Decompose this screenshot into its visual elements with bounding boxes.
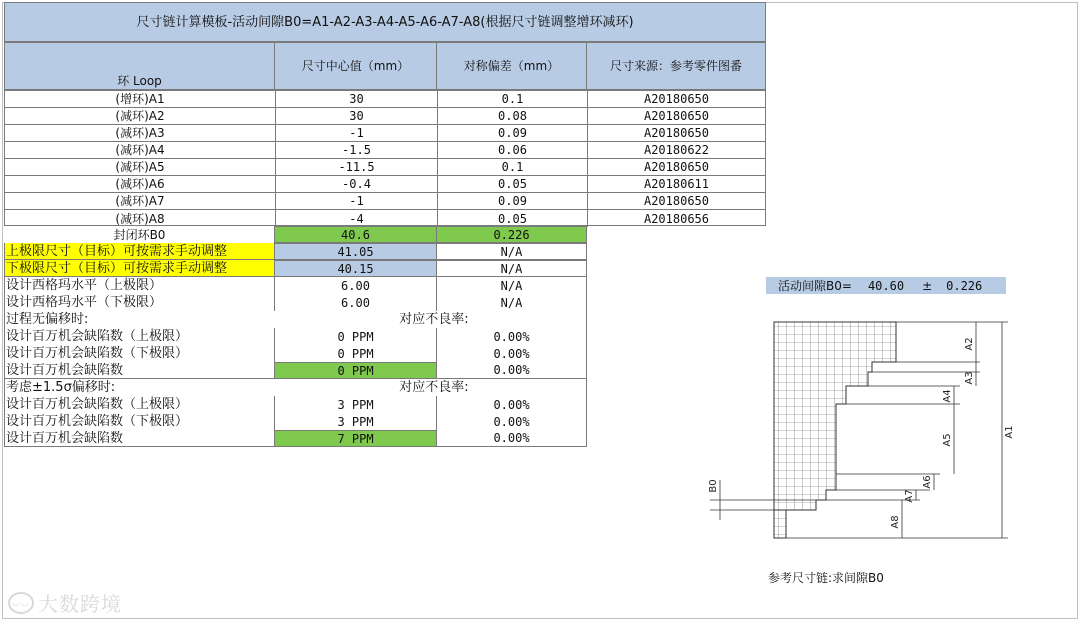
upper-limit-tol-text: N/A [500,244,523,259]
section2-label [4,379,275,396]
section2-label-text: 考虑±1.5σ偏移时: [6,380,116,395]
result-pm: ± [922,278,933,293]
ppm1-lower-value [274,345,437,362]
loop-row-tol-text: 0.08 [498,109,527,123]
label-a7: A7 [904,489,915,503]
sheet-title-text: 尺寸链计算模板-活动间隙B0=A1-A2-A3-A4-A5-A6-A7-A8(根据尺寸链调整增环减环) [136,14,634,30]
loop-row-loop-text: (减环)A3 [115,126,165,140]
loop-row-loop [5,176,275,193]
loop-row-tol [437,193,587,210]
loop-row-source-text: A20180650 [643,194,710,208]
grid-line [436,277,437,311]
result-label: 活动间隙B0= [778,279,852,293]
closed-tol [436,226,587,243]
ppm2-lower-label [4,413,275,430]
section2-rate-label [334,379,534,396]
loop-row-center-text: -1.5 [342,143,371,157]
ppm1-total-value-text: 0 PPM [337,363,374,378]
header-loop [4,42,275,90]
upper-limit-label-text: 上极限尺寸（目标）可按需求手动调整 [6,243,228,259]
ppm2-lower-rate-text: 0.00% [493,414,530,429]
loop-row-center-text: -0.4 [342,177,371,191]
label-a5: A5 [942,433,953,447]
ppm1-upper-label [4,328,275,345]
loop-row-center-text: -4 [349,211,364,226]
loop-row-tol-text: 0.1 [501,92,524,106]
closed-label [4,226,275,243]
header-center [274,42,437,90]
ppm1-lower-label-text: 设计百万机会缺陷数（下极限） [6,346,189,361]
label-a3: A3 [964,371,975,385]
loop-row-loop-text: (减环)A5 [115,160,165,174]
loop-row-source-text: A20180650 [643,92,710,106]
lower-limit-label-text: 下极限尺寸（目标）可按需求手动调整 [6,260,228,276]
loop-row-tol-text: 0.09 [498,194,527,208]
loop-row-tol [437,176,587,193]
upper-limit-value-text: 41.05 [337,244,374,259]
label-a4: A4 [942,389,953,403]
lower-limit-tol [436,260,587,277]
ppm2-upper-value [274,396,437,413]
upper-limit-tol [436,243,587,260]
header-source-text: 尺寸来源：参考零件图番 [609,59,742,73]
ppm1-lower-label [4,345,275,362]
lower-limit-value-text: 40.15 [337,261,374,276]
label-a2: A2 [964,337,975,351]
loop-row-loop [5,125,275,142]
ppm1-upper-rate-text: 0.00% [493,329,530,344]
result-center: 40.60 [867,278,905,293]
section1-label-text: 过程无偏移时: [6,312,89,327]
ppm2-upper-rate-text: 0.00% [493,397,530,412]
ppm2-total-value-text: 7 PPM [337,431,374,446]
sigma-table [4,243,588,447]
ppm2-total-rate [436,430,587,447]
loop-row-source-text: A20180650 [643,160,710,174]
loop-row-tol-text: 0.05 [498,177,527,191]
loop-row-tol [437,91,587,108]
ppm1-upper-label-text: 设计百万机会缺陷数（上极限） [6,329,189,344]
loop-row-loop [5,142,275,159]
ppm1-upper-value-text: 0 PPM [337,329,374,344]
grid-line [274,328,275,379]
loop-row-source-text: A20180656 [643,211,710,226]
loop-row-source [587,176,765,193]
sigma-upper-value [274,277,437,294]
loop-row-source-text: A20180650 [643,109,710,123]
loop-row-center [275,91,437,108]
header-center-text: 尺寸中心值（mm） [301,59,410,73]
housing-part [774,322,896,510]
watermark-text: 大数跨境 [38,592,122,616]
ppm2-upper-label [4,396,275,413]
loop-row-source [587,193,765,210]
section1-label [4,311,275,328]
loop-row-tol [437,159,587,176]
ppm2-lower-value [274,413,437,430]
ppm2-total-label-text: 设计百万机会缺陷数 [6,430,124,446]
ppm1-total-rate [436,362,587,379]
loop-row-tol [437,210,587,227]
sigma-upper-label [4,277,275,294]
sigma-upper-tol [436,277,587,294]
sigma-lower-value [274,294,437,311]
ppm1-lower-rate-text: 0.00% [493,346,530,361]
loop-row-center [275,108,437,125]
loop-row-center-text: 30 [349,92,364,106]
result-tol: 0.226 [946,278,983,293]
loop-row-source-text: A20180650 [643,126,710,140]
loop-row-loop [5,193,275,210]
upper-limit-label [4,243,275,260]
loop-row-source [587,210,765,227]
label-a8: A8 [890,515,901,529]
loop-row-loop [5,91,275,108]
watermark [8,588,122,617]
ppm2-lower-label-text: 设计百万机会缺陷数（下极限） [6,414,189,429]
loop-row-tol-text: 0.09 [498,126,527,140]
loop-table [4,90,766,226]
ppm2-upper-label-text: 设计百万机会缺陷数（上极限） [6,397,189,412]
sigma-upper-tol-text: N/A [500,278,523,293]
ppm1-lower-value-text: 0 PPM [337,346,374,361]
ppm2-total-label [4,430,275,447]
label-a6: A6 [922,475,933,489]
loop-row-source-text: A20180622 [643,143,710,157]
ppm1-total-label-text: 设计百万机会缺陷数 [6,362,124,378]
loop-row-loop-text: (增环)A1 [115,92,165,106]
loop-row-tol-text: 0.05 [498,211,527,226]
lower-limit-tol-text: N/A [500,261,523,276]
loop-row-source-text: A20180611 [643,177,710,191]
loop-row-loop [5,159,275,176]
closed-center [274,226,437,243]
loop-row-source [587,108,765,125]
ppm1-total-label [4,362,275,379]
loop-row-loop [5,210,275,227]
ppm2-lower-value-text: 3 PPM [337,414,374,429]
ppm2-total-value [274,430,437,447]
ppm1-upper-value [274,328,437,345]
ppm2-upper-value-text: 3 PPM [337,397,374,412]
loop-row-source [587,159,765,176]
loop-row-center [275,142,437,159]
ppm1-upper-rate [436,328,587,345]
loop-row-center-text: -11.5 [338,160,375,174]
loop-row-center [275,193,437,210]
ppm2-lower-rate [436,413,587,430]
ppm2-upper-rate [436,396,587,413]
closed-label-text: 封闭环B0 [113,227,166,242]
loop-row-source [587,91,765,108]
sigma-lower-tol-text: N/A [500,295,523,310]
loop-row-center [275,125,437,142]
bottom-part [774,510,786,538]
ppm1-total-value [274,362,437,379]
lower-limit-label [4,260,275,277]
section1-rate-label-text: 对应不良率: [399,312,469,327]
loop-row-center [275,210,437,227]
grid-line [274,396,275,447]
sigma-lower-tol [436,294,587,311]
ppm1-total-rate-text: 0.00% [493,363,530,377]
loop-row-center-text: 30 [349,109,364,123]
section2-rate-label-text: 对应不良率: [399,380,469,395]
loop-row-tol [437,142,587,159]
label-b0: B0 [708,479,719,493]
loop-row-loop-text: (减环)A8 [115,211,165,226]
loop-row-source [587,142,765,159]
loop-row-loop-text: (减环)A7 [115,194,165,208]
loop-row-center-text: -1 [349,126,364,140]
sigma-lower-value-text: 6.00 [341,295,370,310]
header-source [586,42,766,90]
section1-rate-label [334,311,534,328]
diagram-caption: 参考尺寸链:求间隙B0 [768,571,884,585]
loop-row-tol [437,108,587,125]
closed-center-text: 40.6 [341,227,370,242]
closed-tol-text: 0.226 [493,227,530,242]
grid-line [274,277,275,311]
ppm1-lower-rate [436,345,587,362]
grid-line [436,396,437,447]
sigma-lower-label [4,294,275,311]
loop-row-loop [5,108,275,125]
ppm2-total-rate-text: 0.00% [493,431,530,445]
loop-row-tol-text: 0.06 [498,143,527,157]
loop-row-loop-text: (减环)A2 [115,109,165,123]
header-loop-text: 环 Loop [117,74,162,88]
loop-row-center [275,159,437,176]
grid-line [436,328,437,379]
upper-limit-value[interactable] [274,243,437,260]
loop-row-center [275,176,437,193]
loop-row-tol [437,125,587,142]
loop-row-loop-text: (减环)A6 [115,177,165,191]
loop-row-center-text: -1 [349,194,364,208]
sigma-upper-value-text: 6.00 [341,278,370,293]
header-tol [436,42,587,90]
loop-row-tol-text: 0.1 [501,160,524,174]
sheet-title [4,2,766,42]
watermark-logo-icon: ◡◡ [8,592,34,614]
header-tol-text: 对称偏差（mm） [463,59,560,73]
dimension-chain-diagram [690,310,1020,550]
lower-limit-value[interactable] [274,260,437,277]
label-a1: A1 [1004,425,1015,439]
sigma-lower-label-text: 设计西格玛水平（下极限） [6,295,163,310]
loop-row-source [587,125,765,142]
loop-row-loop-text: (减环)A4 [115,143,165,157]
result-banner [766,277,1006,294]
sigma-upper-label-text: 设计西格玛水平（上极限） [6,278,163,293]
